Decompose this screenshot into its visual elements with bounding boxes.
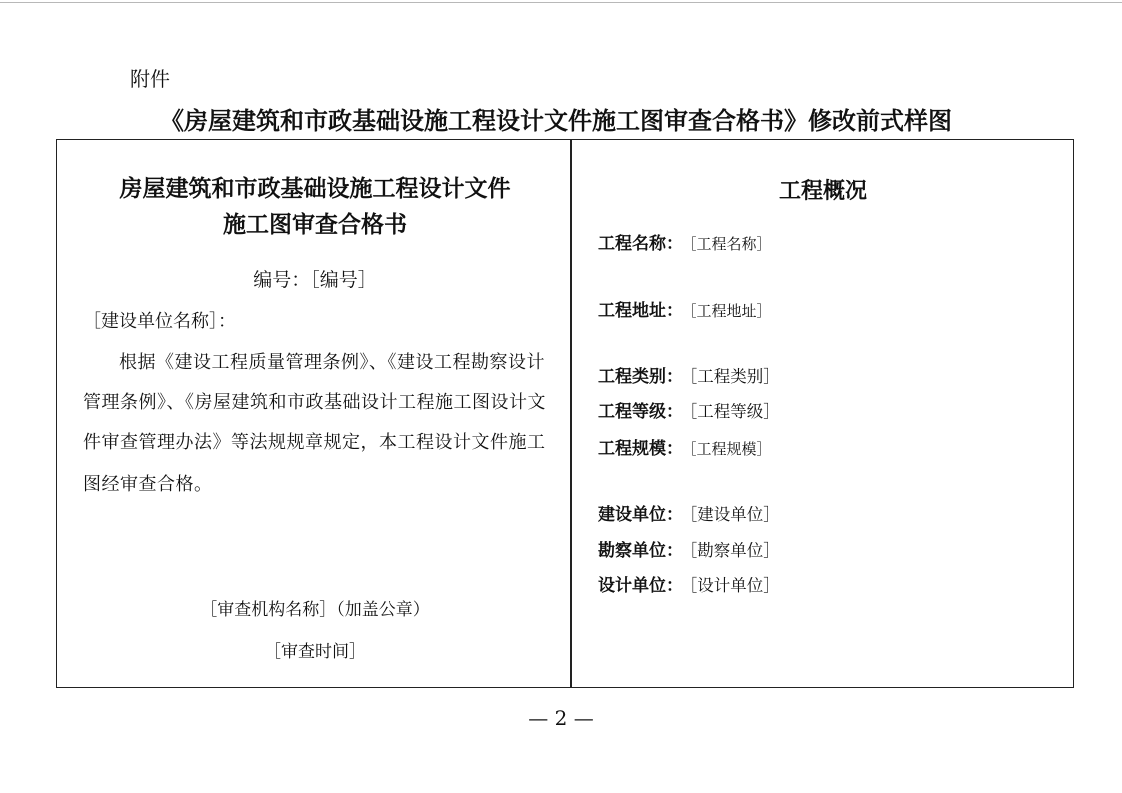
field-label: 建设单位： [598, 505, 683, 525]
field-value: ［设计单位］ [689, 576, 780, 595]
field-construction-unit [598, 500, 780, 525]
body-text-line: 根据《建设工程质量管理条例》、《建设工程勘察设计 [119, 352, 545, 373]
field-project-grade [598, 397, 780, 422]
overview-title: 工程概况 [778, 178, 867, 204]
field-label: 工程规模： [598, 439, 683, 459]
field-value: ［勘察单位］ [689, 541, 780, 560]
field-design-unit [598, 571, 780, 596]
certificate-title-line2: 施工图审查合格书 [223, 211, 407, 238]
certificate-title-line1: 房屋建筑和市政基础设施工程设计文件 [119, 175, 511, 202]
field-label: 工程名称： [598, 234, 683, 254]
review-agency: ［审查机构名称］（加盖公章） [200, 600, 430, 620]
field-value: ［工程等级］ [689, 402, 780, 421]
certificate-number: 编号：［编号］ [253, 269, 377, 291]
field-label: 工程地址： [598, 301, 683, 321]
page-number: — 2 — [528, 706, 594, 730]
field-label: 勘察单位： [598, 541, 683, 561]
scan-edge-line [0, 2, 1122, 3]
field-value: ［工程地址］ [689, 302, 772, 320]
field-project-address [598, 296, 772, 321]
body-text-line: 管理条例》、《房屋建筑和市政基础设计工程施工图设计文 [83, 392, 546, 413]
attachment-label: 附件 [130, 67, 170, 91]
field-project-scale [598, 434, 772, 459]
field-label: 工程等级： [598, 402, 683, 422]
body-text-line: 图经审查合格。 [83, 474, 213, 495]
panel-divider [570, 139, 572, 688]
document-title: 《房屋建筑和市政基础设施工程设计文件施工图审查合格书》修改前式样图 [160, 106, 952, 135]
field-project-category [598, 362, 780, 387]
field-survey-unit [598, 536, 780, 561]
field-value: ［建设单位］ [689, 505, 780, 524]
review-time: ［审查时间］ [264, 642, 366, 662]
field-value: ［工程类别］ [689, 367, 780, 386]
field-value: ［工程规模］ [689, 440, 772, 458]
field-project-name [598, 229, 772, 254]
field-label: 设计单位： [598, 576, 683, 596]
body-text-line: 件审查管理办法》等法规规章规定，本工程设计文件施工 [83, 432, 546, 453]
field-value: ［工程名称］ [689, 235, 772, 253]
field-label: 工程类别： [598, 367, 683, 387]
construction-unit-name: ［建设单位名称］： [83, 311, 236, 332]
